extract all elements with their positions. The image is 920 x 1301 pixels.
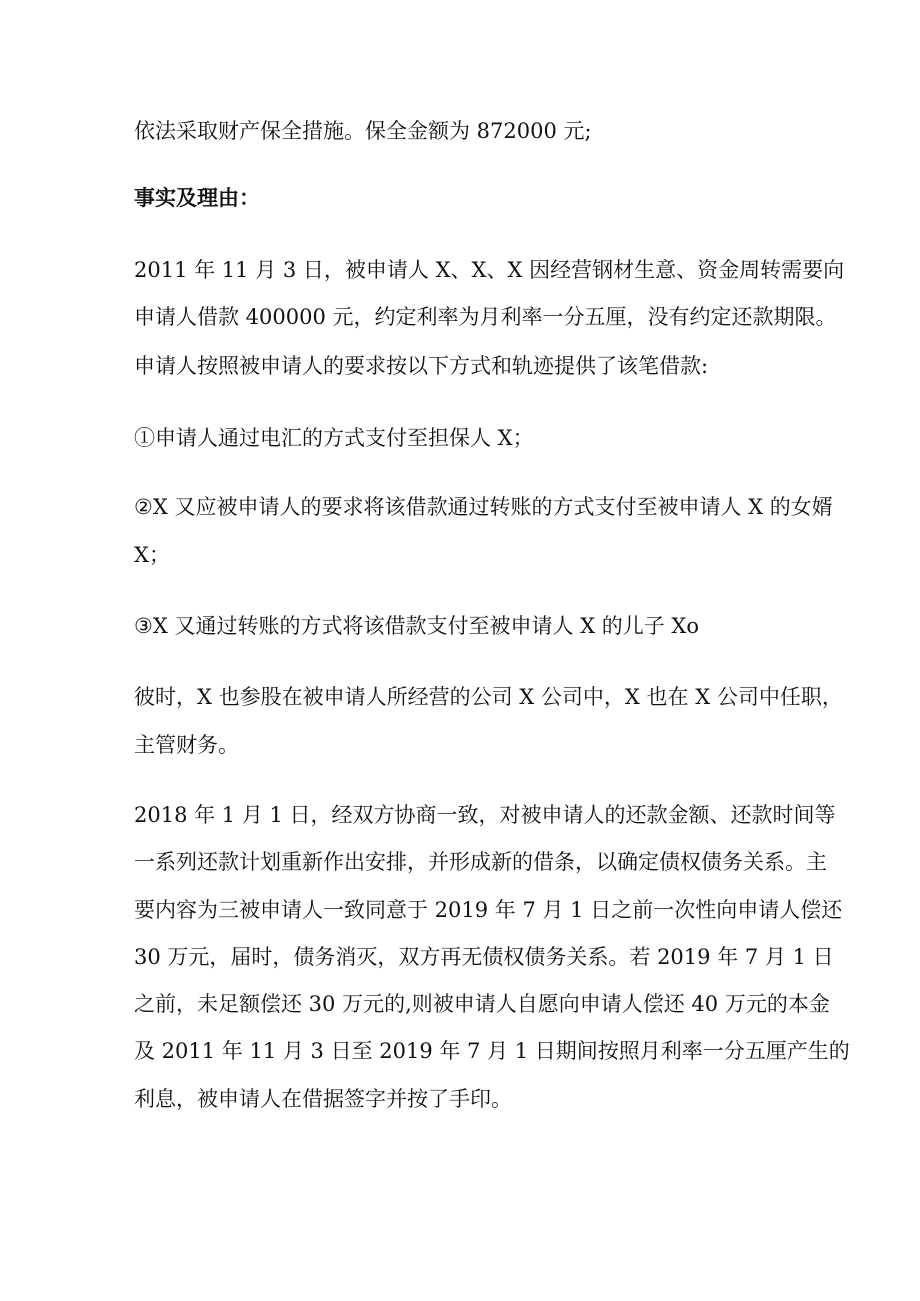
paragraph-loan-line-2: 申请人借款 400000 元，约定利率为月利率一分五厘，没有约定还款期限。 <box>134 305 837 329</box>
paragraph-agreement-line-5: 之前，未足额偿还 30 万元的,则被申请人自愿向申请人偿还 40 万元的本金 <box>134 992 830 1016</box>
paragraph-agreement-line-3: 要内容为三被申请人一致同意于 2019 年 7 月 1 日之前一次性向申请人偿还 <box>134 898 843 922</box>
paragraph-agreement-line-6: 及 2011 年 11 月 3 日至 2019 年 7 月 1 日期间按照月利率一分五厘产生的 <box>134 1039 850 1063</box>
paragraph-preservation-amount: 依法采取财产保全措施。保全金额为 872000 元; <box>134 119 592 143</box>
paragraph-agreement-line-7: 利息，被申请人在借据签字并按了手印。 <box>134 1087 512 1111</box>
list-item-3: ③X 又通过转账的方式将该借款支付至被申请人 X 的儿子 Xo <box>134 614 700 638</box>
paragraph-shareholding-line-1: 彼时，X 也参股在被申请人所经营的公司 X 公司中，X 也在 X 公司中任职， <box>134 685 843 709</box>
paragraph-loan-line-3: 申请人按照被申请人的要求按以下方式和轨迹提供了该笔借款: <box>134 354 709 378</box>
paragraph-loan-line-1: 2011 年 11 月 3 日，被申请人 X、X、X 因经营钢材生意、资金周转需要向 <box>134 258 845 282</box>
section-heading-facts-and-reasons: 事实及理由： <box>134 185 260 210</box>
list-item-1: ①申请人通过电汇的方式支付至担保人 X； <box>134 426 534 450</box>
paragraph-agreement-line-4: 30 万元，届时，债务消灭，双方再无债权债务关系。若 2019 年 7 月 1 日 <box>134 945 834 969</box>
paragraph-shareholding-line-2: 主管财务。 <box>134 733 239 757</box>
list-item-2-line-2: X； <box>134 543 170 567</box>
paragraph-agreement-line-2: 一系列还款计划重新作出安排，并形成新的借条，以确定债权债务关系。主 <box>134 850 827 874</box>
list-item-2-line-1: ②X 又应被申请人的要求将该借款通过转账的方式支付至被申请人 X 的女婿 <box>134 495 833 519</box>
paragraph-agreement-line-1: 2018 年 1 月 1 日，经双方协商一致，对被申请人的还款金额、还款时间等 <box>134 803 836 827</box>
